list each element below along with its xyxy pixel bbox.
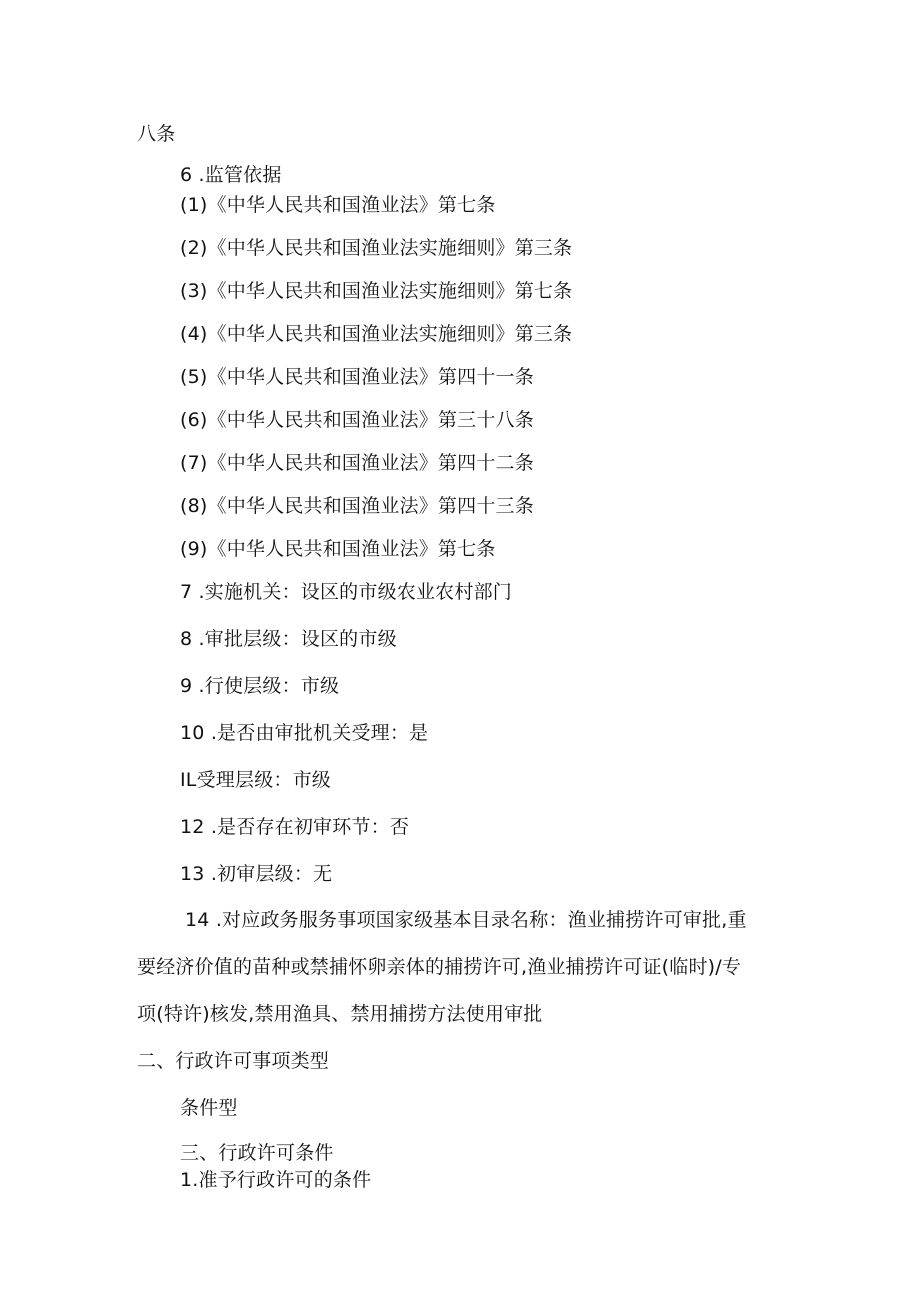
basis-item-9: (9)《中华人民共和国渔业法》第七条 bbox=[180, 538, 496, 560]
item-8-approval-level: 8 .审批层级：设区的市级 bbox=[180, 628, 397, 650]
item-14-line-2: 要经济价值的苗种或禁捕怀卵亲体的捕捞许可,渔业捕捞许可证(临时)/专 bbox=[137, 956, 742, 978]
item-14-line-1: 14 .对应政务服务事项国家级基本目录名称：渔业捕捞许可审批,重 bbox=[185, 909, 747, 931]
section-2-heading: 二、行政许可事项类型 bbox=[137, 1050, 330, 1072]
basis-item-7: (7)《中华人民共和国渔业法》第四十二条 bbox=[180, 452, 534, 474]
continuation-text: 八条 bbox=[137, 123, 176, 145]
item-14-paragraph bbox=[137, 908, 797, 1026]
item-13-preliminary-level: 13 .初审层级：无 bbox=[180, 863, 333, 885]
section-3-item-1: 1.准予行政许可的条件 bbox=[180, 1169, 372, 1191]
item-12-preliminary-review: 12 .是否存在初审环节：否 bbox=[180, 816, 410, 838]
basis-item-3: (3)《中华人民共和国渔业法实施细则》第七条 bbox=[180, 280, 573, 302]
section-3-heading: 三、行政许可条件 bbox=[180, 1142, 334, 1164]
section-6-heading: 6 .监管依据 bbox=[180, 164, 282, 186]
basis-item-8: (8)《中华人民共和国渔业法》第四十三条 bbox=[180, 495, 534, 517]
item-9-exercise-level: 9 .行使层级：市级 bbox=[180, 675, 340, 697]
basis-item-5: (5)《中华人民共和国渔业法》第四十一条 bbox=[180, 366, 534, 388]
item-14-line-3: 项(特许)核发,禁用渔具、禁用捕捞方法使用审批 bbox=[137, 1003, 543, 1025]
item-10-accepted-by-authority: 10 .是否由审批机关受理：是 bbox=[180, 722, 429, 744]
item-11-acceptance-level: IL受理层级：市级 bbox=[180, 769, 331, 791]
basis-item-6: (6)《中华人民共和国渔业法》第三十八条 bbox=[180, 409, 534, 431]
item-7-implementing-authority: 7 .实施机关：设区的市级农业农村部门 bbox=[180, 581, 512, 603]
section-2-body: 条件型 bbox=[180, 1097, 238, 1119]
basis-item-1: (1)《中华人民共和国渔业法》第七条 bbox=[180, 194, 496, 216]
basis-item-4: (4)《中华人民共和国渔业法实施细则》第三条 bbox=[180, 323, 573, 345]
basis-item-2: (2)《中华人民共和国渔业法实施细则》第三条 bbox=[180, 237, 573, 259]
